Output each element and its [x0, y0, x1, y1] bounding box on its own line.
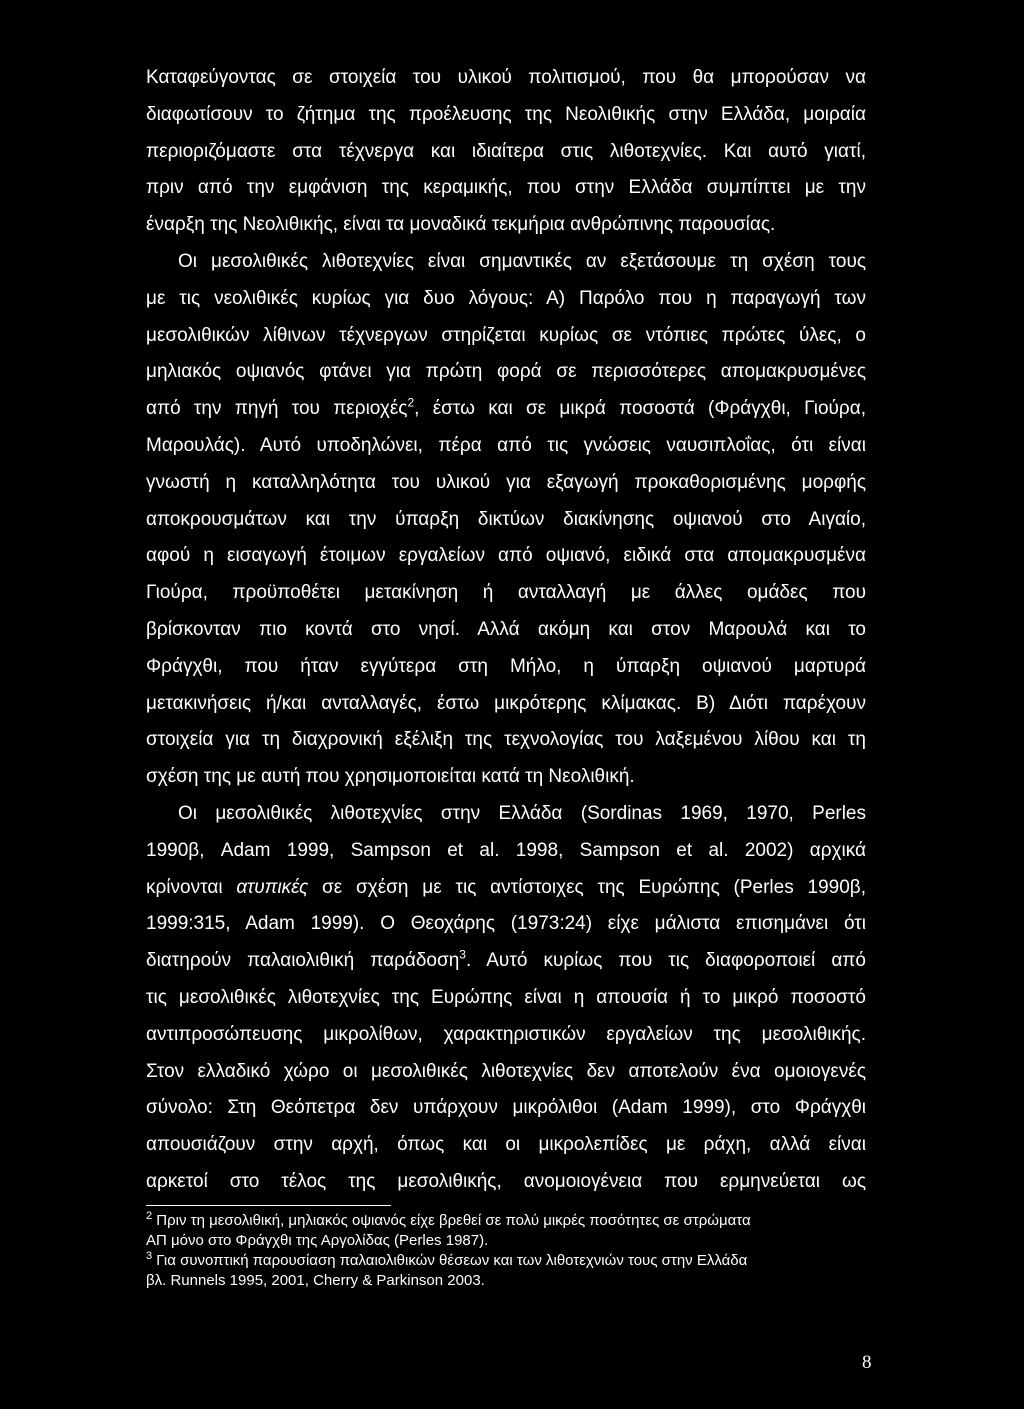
- text-line: γνωστή η καταλληλότητα του υλικού για εξαγωγή προκαθορισμένης μορφής: [146, 471, 866, 493]
- footnote-number: 3: [146, 1250, 153, 1262]
- text-line: αποκρουσμάτων και την ύπαρξη δικτύων διακίνησης οψιανού στο Αιγαίο,: [146, 508, 866, 530]
- footnote-3-cont: [146, 1272, 876, 1290]
- text-line: μετακινήσεις ή/και ανταλλαγές, έστω μικρότερης κλίμακας. Β) Διότι παρέχουν: [146, 692, 866, 714]
- paragraph-first-line: Οι μεσολιθικές λιθοτεχνίες στην Ελλάδα (Sordinas 1969, 1970, Perles: [178, 803, 866, 824]
- footnote-2: [146, 1212, 876, 1230]
- text-line: [146, 397, 866, 421]
- text-line: [146, 949, 866, 973]
- text-line: στοιχεία για τη διαχρονική εξέλιξη της τεχνολογίας του λαξεμένου λίθου και τη: [146, 729, 866, 751]
- text-line: Καταφεύγοντας σε στοιχεία του υλικού πολιτισμού, που θα μπορούσαν να: [146, 67, 866, 88]
- footnote-text: Πριν τη μεσολιθική, μηλιακός οψιανός είχε βρεθεί σε πολύ μικρές ποσότητες σε στρώματα: [156, 1212, 751, 1229]
- text-span: από την πηγή του περιοχές: [146, 398, 408, 420]
- text-line: πριν από την εμφάνιση της κεραμικής, που στην Ελλάδα συμπίπτει με την: [146, 177, 866, 199]
- text-line: μηλιακός οψιανός φτάνει για πρώτη φορά σε περισσότερες απομακρυσμένες: [146, 361, 866, 383]
- paragraph-first-line: Οι μεσολιθικές λιθοτεχνίες είναι σημαντικές αν εξετάσουμε τη σχέση τους: [178, 251, 866, 272]
- text-line: αρκετοί στο τέλος της μεσολιθικής, ανομοιογένεια που ερμηνεύεται ως: [146, 1171, 866, 1192]
- text-span: . Αυτό κυρίως που τις διαφοροποιεί από: [465, 950, 866, 972]
- text-line: Γιούρα, προϋποθέτει μετακίνηση ή ανταλλαγή με άλλες ομάδες που: [146, 582, 866, 604]
- text-line: τις μεσολιθικές λιθοτεχνίες της Ευρώπης είναι η απουσία ή το μικρό ποσοστό: [146, 987, 866, 1008]
- text-line: έναρξη της Νεολιθικής, είναι τα μοναδικά τεκμήρια ανθρώπινης παρουσίας.: [146, 214, 776, 236]
- text-line: βρίσκονταν πιο κοντά στο νησί. Αλλά ακόμη και στον Μαρουλά και το: [146, 619, 866, 640]
- text-line: σύνολο: Στη Θεόπετρα δεν υπάρχουν μικρόλιθοι (Adam 1999), στο Φράγχθι: [146, 1097, 866, 1119]
- footnote-ref-3[interactable]: 3: [459, 947, 466, 962]
- text-span: κρίνονται: [146, 876, 237, 898]
- text-line: διαφωτίσουν το ζήτημα της προέλευσης της Νεολιθικής στην Ελλάδα, μοιραία: [146, 103, 866, 125]
- footnote-3: [146, 1252, 876, 1270]
- footnote-text: Για συνοπτική παρουσίαση παλαιολιθικών θέσεων και των λιθοτεχνιών τους στην Ελλάδα: [156, 1252, 748, 1269]
- footnote-ref-2[interactable]: 2: [407, 395, 415, 410]
- text-line: 1999:315, Adam 1999). Ο Θεοχάρης (1973:24) είχε μάλιστα επισημάνει ότι: [146, 913, 866, 935]
- text-line: 1990β, Adam 1999, Sampson et al. 1998, Sampson et al. 2002) αρχικά: [146, 839, 866, 861]
- text-line: αντιπροσώπευσης μικρολίθων, χαρακτηριστικών εργαλείων της μεσολιθικής.: [146, 1023, 866, 1045]
- text-line: [146, 876, 866, 900]
- footnote-text: ΑΠ μόνο στο Φράγχθι της Αργολίδας (Perles 1987).: [146, 1232, 489, 1249]
- text-line: περιοριζόμαστε στα τέχνεργα και ιδιαίτερα στις λιθοτεχνίες. Και αυτό γιατί,: [146, 140, 866, 162]
- page-number: 8: [862, 1352, 872, 1373]
- text-line: Μαρουλάς). Αυτό υποδηλώνει, πέρα από τις γνώσεις ναυσιπλοΐας, ότι είναι: [146, 435, 866, 456]
- text-line: Φράγχθι, που ήταν εγγύτερα στη Μήλο, η ύπαρξη οψιανού μαρτυρά: [146, 655, 866, 677]
- footnote-separator: [146, 1205, 391, 1206]
- text-line: απουσιάζουν στην αρχή, όπως και οι μικρολεπίδες με ράχη, αλλά είναι: [146, 1134, 866, 1156]
- footnote-text: βλ. Runnels 1995, 2001, Cherry & Parkinson 2003.: [146, 1272, 485, 1289]
- text-line: σχέση της με αυτή που χρησιμοποιείται κατά τη Νεολιθική.: [146, 766, 635, 788]
- text-span: σε σχέση με τις αντίστοιχες της Ευρώπης (Perles 1990β,: [308, 876, 866, 898]
- footnote-number: 2: [146, 1210, 153, 1222]
- text-line: με τις νεολιθικές κυρίως για δυο λόγους: Α) Παρόλο που η παραγωγή των: [146, 287, 866, 309]
- text-span: , έστω και σε μικρά ποσοστά (Φράγχθι, Γιούρα,: [414, 398, 866, 420]
- text-line: αφού η εισαγωγή έτοιμων εργαλείων από οψιανό, ειδικά στα απομακρυσμένα: [146, 545, 866, 567]
- italic-term: ατυπικές: [236, 876, 309, 898]
- text-span: διατηρούν παλαιολιθική παράδοση: [146, 950, 460, 972]
- text-line: Στον ελλαδικό χώρο οι μεσολιθικές λιθοτεχνίες δεν αποτελούν ένα ομοιογενές: [146, 1060, 866, 1082]
- text-line: μεσολιθικών λίθινων τέχνεργων στηρίζεται κυρίως σε ντόπιες πρώτες ύλες, ο: [146, 324, 866, 346]
- footnote-2-cont: [146, 1232, 876, 1250]
